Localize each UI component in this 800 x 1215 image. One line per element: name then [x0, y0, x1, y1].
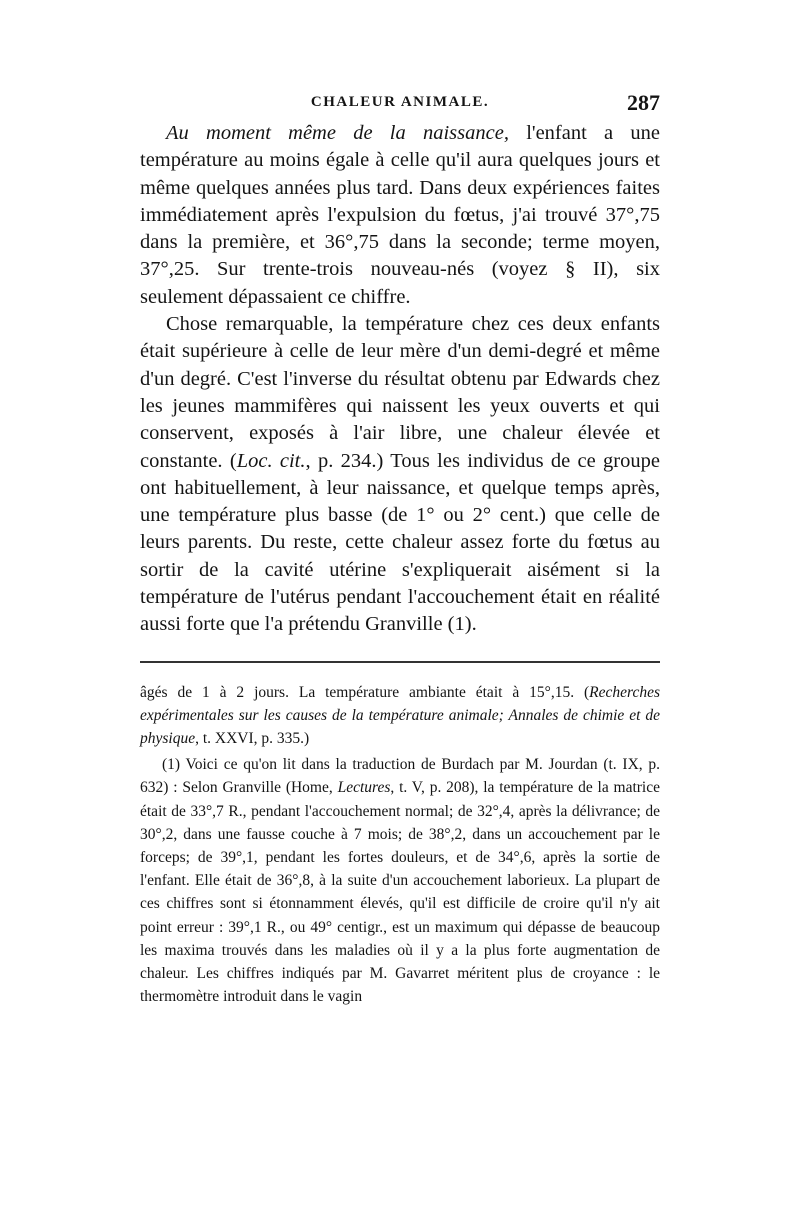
- page-number: 287: [627, 90, 660, 115]
- footnote-cont-text-a: âgés de 1 à 2 jours. La température ambiante était à 15°,15. (: [140, 683, 590, 701]
- paragraph-2-text-b: , p. 234.) Tous les individus de ce groupe ont habituellement, à leur naissance, et quelque temps après, une température plus basse (de 1° ou 2° cent.) que celle de leurs parents. Du reste, cette chaleur assez forte du fœtus au sortir de la cavité utérine s'expliquerait aisément si la température de l'utérus pendant l'accouchement était en réalité aussi forte que l'a prétendu Granville (1).: [140, 449, 660, 636]
- footnote-continuation: [140, 681, 660, 751]
- footnote-separator: [140, 661, 660, 663]
- footnote-1-text-b: , t. V, p. 208), la température de la matrice était de 33°,7 R., pendant l'accouchement normal; de 32°,4, après la délivrance; de 30°,2, dans une fausse couche à 7 mois; de 38°,2, dans un accouchement par le forceps; de 39°,1, pendant les fortes douleurs, et de 34°,6, après la sortie de l'enfant. Elle était de 36°,8, à la suite d'un accouchement laborieux. La plupart de ces chiffres sont si étonnamment élevés, qu'il est difficile de croire qu'il n'y ait point erreur : 39°,1 R., ou 49° centigr., est un maximum qui dépasse de beaucoup les maxima trouvés dans les maladies où il y a la plus forte augmentation de chaleur. Les chiffres indiqués par M. Gavarret méritent plus de croyance : le thermomètre introduit dans le vagin: [140, 779, 660, 1006]
- footnotes: [140, 681, 660, 1009]
- running-title: CHALEUR ANIMALE.: [310, 94, 490, 110]
- paragraph-1-lead: Au moment même de la naissance,: [166, 122, 509, 144]
- paragraph-1: [140, 120, 660, 311]
- page-header: [140, 90, 660, 120]
- footnote-1-citation: Lectures: [337, 779, 391, 797]
- book-page: [140, 90, 660, 1008]
- paragraph-2-text-a: Chose remarquable, la température chez ces deux enfants était supérieure à celle de leur mère d'un demi-degré et même d'un degré. C'est l'inverse du résultat obtenu par Edwards chez les jeunes mammifères qui naissent les yeux ouverts et qui conservent, exposés à l'air libre, une chaleur élevée et constante. (: [140, 313, 660, 472]
- paragraph-2: [140, 311, 660, 639]
- footnote-1: [140, 753, 660, 1008]
- paragraph-1-text: l'enfant a une température au moins égale à celle qu'il aura quelques jours et même quelques années plus tard. Dans deux expériences faites immédiatement après l'expulsion du fœtus, j'ai trouvé 37°,75 dans la première, et 36°,75 dans la seconde; terme moyen, 37°,25. Sur trente-trois nouveau-nés (voyez § II), six seulement dépassaient ce chiffre.: [140, 122, 660, 308]
- footnote-cont-text-b: , t. XXVI, p. 335.): [195, 730, 310, 748]
- paragraph-2-reference: Loc. cit.: [236, 449, 306, 472]
- footnote-cont-citation: Recherches expérimentales sur les causes de la température animale; Annales de chimie et de physique: [140, 683, 660, 748]
- footnote-1-text-a: (1) Voici ce qu'on lit dans la traduction de Burdach par M. Jourdan (t. IX, p. 632) : Selon Granville (Home,: [140, 756, 660, 797]
- main-text: [140, 120, 660, 639]
